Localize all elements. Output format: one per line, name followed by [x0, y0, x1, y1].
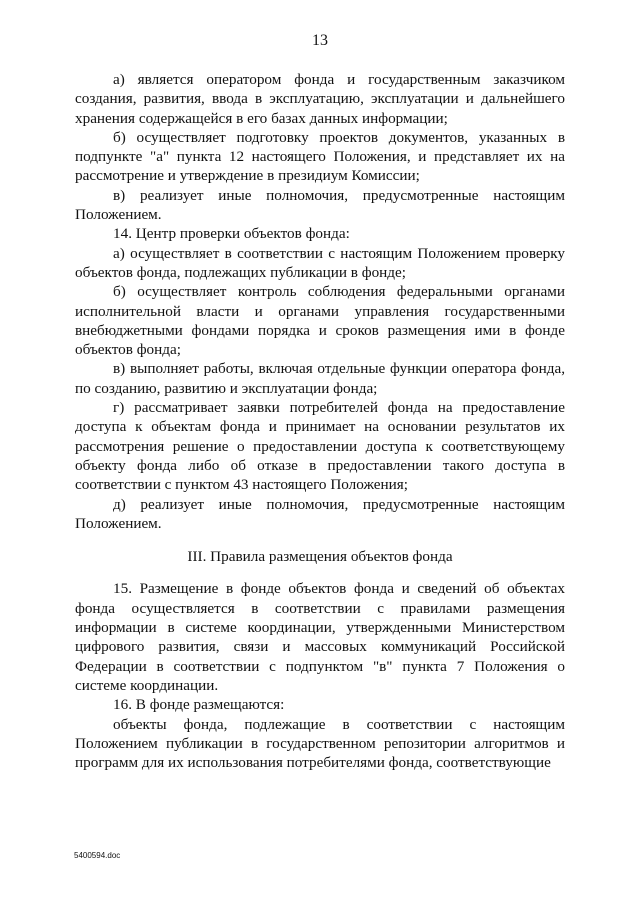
paragraph-14b: б) осуществляет контроль соблюдения федеральными органами исполнительной власти и органами управления государственными внебюджетными фондами порядка и сроков размещения ими в фонде объектов фонда; [75, 283, 565, 359]
paragraph-13a: а) является оператором фонда и государственным заказчиком создания, развития, ввода в эксплуатацию, эксплуатации и дальнейшего хранения содержащейся в его базах данных информации; [75, 71, 565, 127]
paragraph-14a: а) осуществляет в соответствии с настоящим Положением проверку объектов фонда, подлежащих публикации в фонде; [75, 244, 565, 281]
paragraph-16-intro: 16. В фонде размещаются: [113, 696, 285, 714]
footer-file-code: 5400594.doc [74, 851, 121, 860]
paragraph-15: 15. Размещение в фонде объектов фонда и сведений об объектах фонда осуществляется в соответствии с правилами размещения информации в системе координации, утвержденными Министерством цифрового развития, связи и массовых коммуникаций Российской Федерации в соответствии с подпунктом "в" пункта 7 Положения о системе координации. [75, 580, 565, 694]
paragraph-14-intro: 14. Центр проверки объектов фонда: [113, 225, 350, 243]
document-body [75, 70, 565, 772]
page-number: 13 [312, 32, 328, 49]
paragraph-14d: д) реализует иные полномочия, предусмотренные настоящим Положением. [75, 495, 565, 532]
paragraph-14g: г) рассматривает заявки потребителей фонда на предоставление доступа к объектам фонда и принимает на основании результатов их рассмотрения решение о предоставлении доступа к соответствующему объекту фонда либо об отказе в предоставлении такого доступа в соответствии с пунктом 43 настоящего Положения; [75, 399, 565, 494]
section-heading: III. Правила размещения объектов фонда [187, 548, 453, 566]
paragraph-13v: в) реализует иные полномочия, предусмотренные настоящим Положением. [75, 186, 565, 224]
paragraph-16-item: объекты фонда, подлежащие в соответствии с настоящим Положением публикации в государственном репозитории алгоритмов и программ для их использования потребителями фонда, соответствующие [75, 715, 565, 772]
paragraph-13b: б) осуществляет подготовку проектов документов, указанных в подпункте "а" пункта 12 настоящего Положения, и представляет их на рассмотрение и утверждение в президиум Комиссии; [75, 128, 565, 185]
paragraph-14v: в) выполняет работы, включая отдельные функции оператора фонда, по созданию, развитию и эксплуатации фонда; [75, 360, 565, 397]
